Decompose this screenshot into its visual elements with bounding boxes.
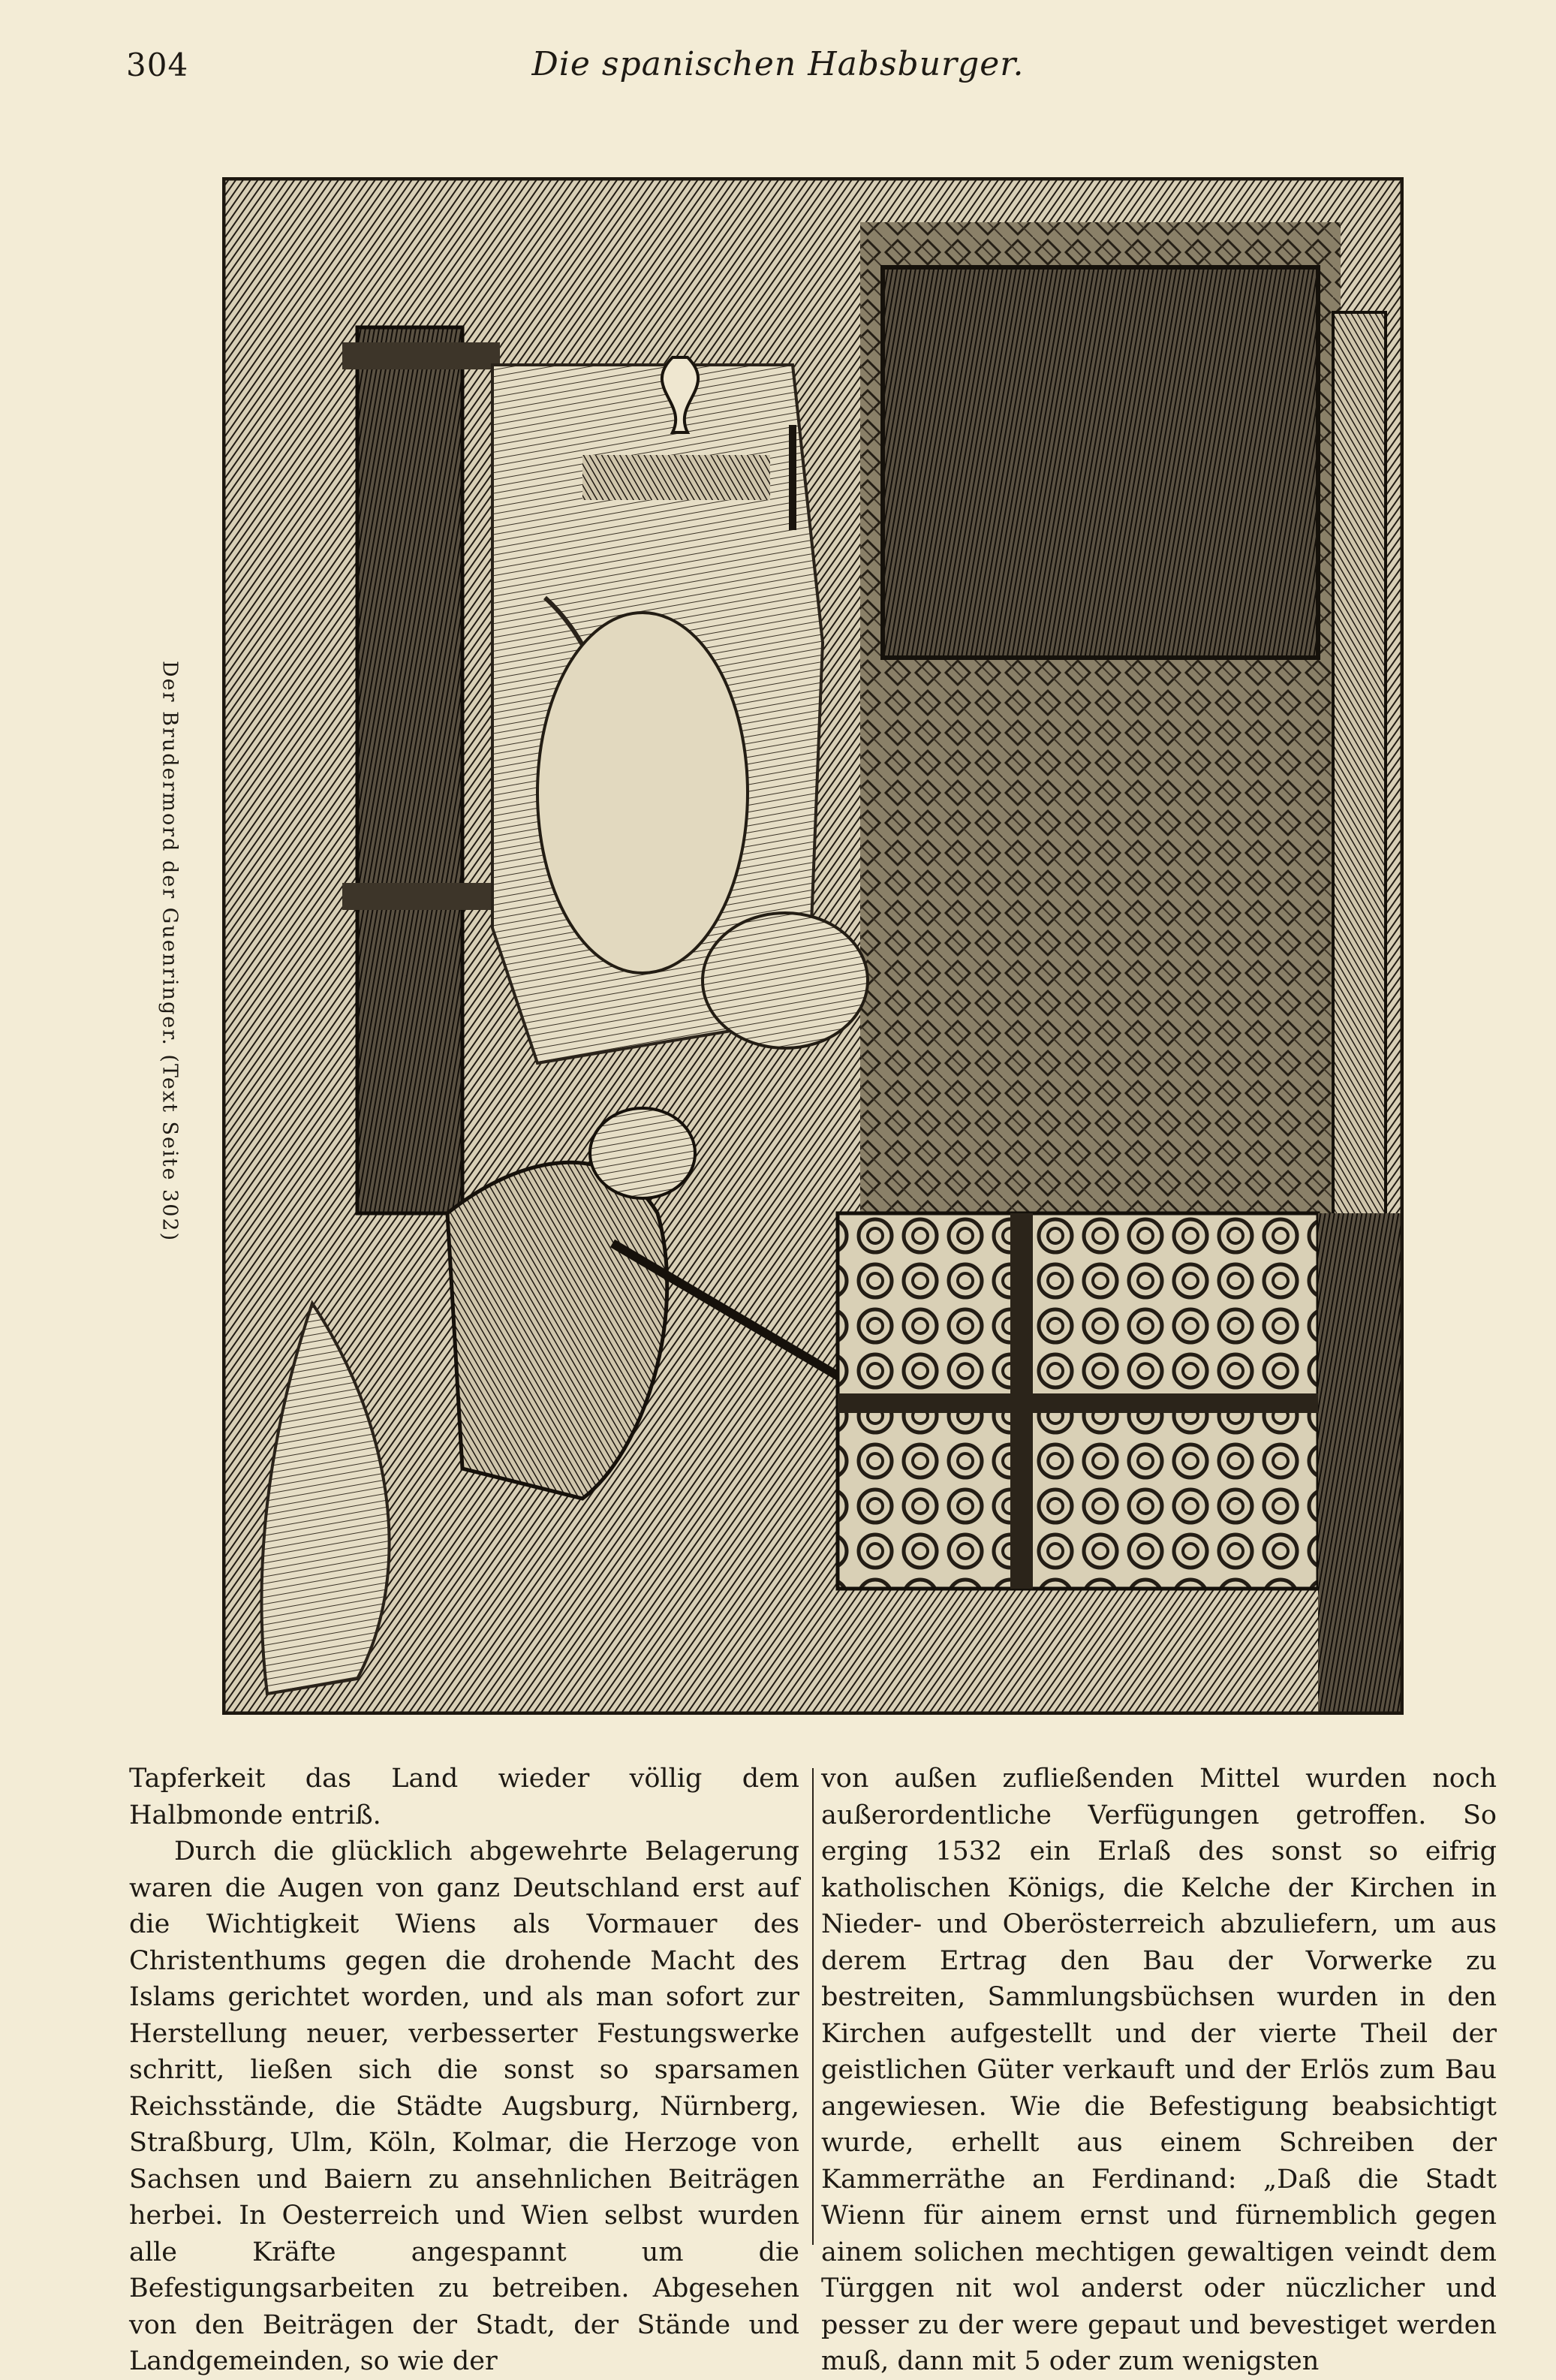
column-divider [812, 1768, 814, 2245]
page-header [0, 38, 1556, 98]
caption-wrap [132, 661, 207, 1243]
paragraph: Tapferkeit das Land wieder völlig dem Halbmonde entriß. [129, 1764, 799, 1830]
page-number: 304 [126, 47, 189, 83]
illustration-caption: Der Brudermord der Guenringer. (Text Seite 302) [158, 661, 182, 1243]
text-column-right [821, 1761, 1497, 2380]
paragraph: von außen zufließenden Mittel wurden noch außerordentliche Verfügungen getroffen. So erging 1532 ein Erlaß des sonst so eifrig katholischen Königs, die Kelche der Kirchen in Nieder- und Oberösterreich abzuliefern, um aus derem Ertrag den Bau der Vorwerke zu bestreiten, Sammlungsbüchsen wurden in den Kirchen aufgestellt und der vierte Theil der geistlichen Güter verkauft und der Erlös zum Bau angewiesen. Wie die Befestigung beabsichtigt wurde, erhellt aus einem Schreiben der Kammerräthe an Ferdinand: „Daß die Stadt Wienn für ainem ernst und fürnemblich gegen ainem solichen mechtigen gewaltigen veindt dem Türggen nit wol anderst oder nüczlicher und pesser zu der were gepaut und bevestiget werden muß, dann mit 5 oder zum wenigsten [821, 1764, 1497, 2376]
engraving-svg [222, 177, 1404, 1715]
text-column-left [129, 1761, 799, 2380]
running-title: Die spanischen Habsburger. [531, 45, 1025, 83]
paragraph: Durch die glücklich abgewehrte Belagerung waren die Augen von ganz Deutschland erst auf die Wichtigkeit Wiens als Vormauer des Christenthums gegen die drohende Macht des Islams gerichtet worden, und als man sofort zur Herstellung neuer, verbesserter Festungswerke schritt, ließen sich die sonst so sparsamen Reichsstände, die Städte Augsburg, Nürnberg, Straßburg, Ulm, Köln, Kolmar, die Herzoge von Sachsen und Baiern zu ansehnlichen Beiträgen herbei. In Oesterreich und Wien selbst wurden alle Kräfte angespannt um die Befestigungsarbeiten zu betreiben. Abgesehen von den Beiträgen der Stadt, der Stände und Landgemeinden, so wie der [129, 1836, 799, 2376]
engraving-illustration [222, 177, 1404, 1715]
